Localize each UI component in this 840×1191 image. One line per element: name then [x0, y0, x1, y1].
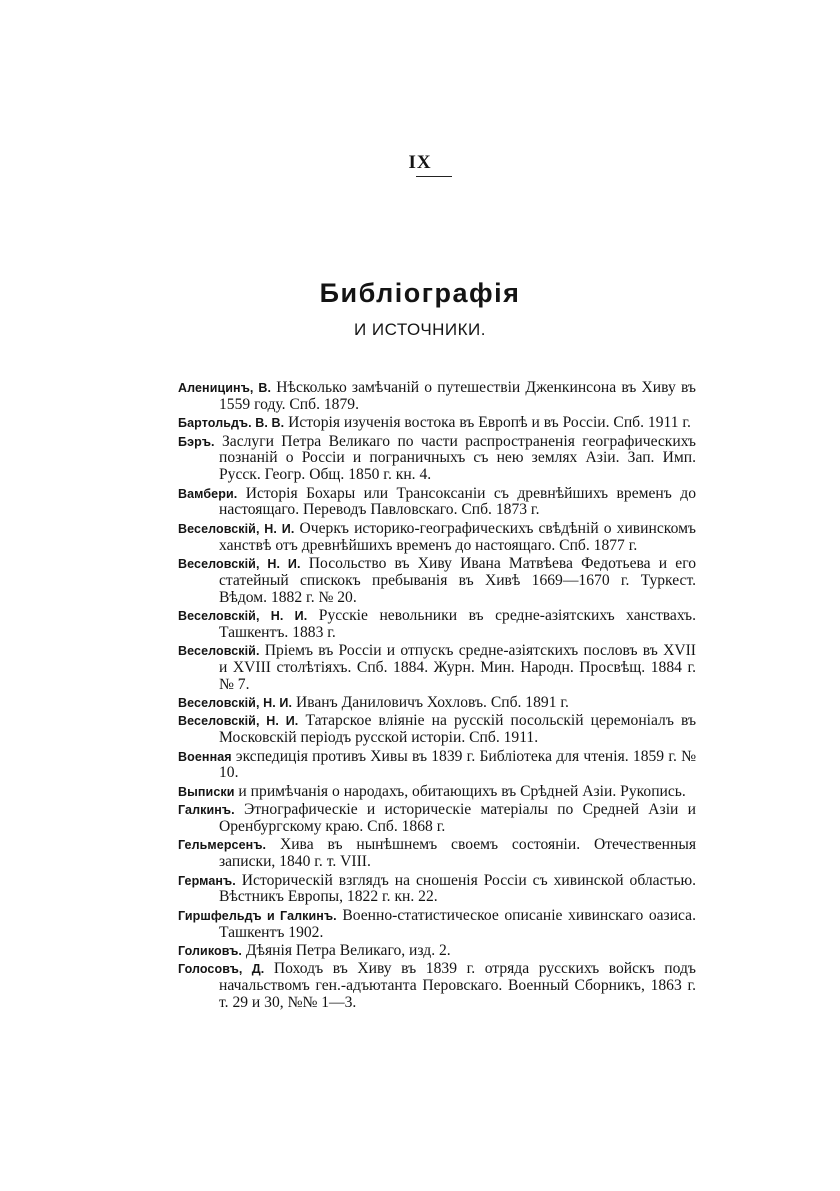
bibliography-entry: [178, 802, 696, 836]
bibliography-entry: [178, 521, 696, 555]
entry-author: Военная: [178, 749, 232, 764]
entry-author: Голосовъ, Д.: [178, 962, 265, 977]
bibliography-entry: [178, 961, 696, 1011]
bibliography-entry: [178, 837, 696, 871]
bibliography-entry: [178, 556, 696, 606]
entry-text: Военно-статистическое описаніе хивинскаго оазиса. Ташкентъ 1902.: [219, 906, 696, 941]
entry-text: Посольство въ Хиву Ивана Матвѣева Федотьева и его статейный спискокъ пребыванія въ Хивѣ 1669—1670 г. Туркест. Вѣдом. 1882 г. № 20.: [219, 554, 696, 606]
bibliography-entry: [178, 643, 696, 693]
bibliography-entry: [178, 749, 696, 783]
bibliography-entry: [178, 415, 696, 432]
entry-text: Хива въ нынѣшнемъ своемъ состояніи. Отечественныя записки, 1840 г. т. VIII.: [219, 836, 696, 871]
entry-text: Нѣсколько замѣчаній о путешествіи Дженкинсона въ Хиву въ 1559 году. Спб. 1879.: [219, 379, 696, 413]
bibliography-entry: [178, 608, 696, 642]
page-subtitle: И ИСТОЧНИКИ.: [353, 320, 486, 339]
page-number-rule: [416, 176, 452, 177]
entry-author: Выписки: [178, 784, 235, 799]
entry-author: Аленицинъ, В.: [178, 381, 272, 395]
bibliography-entry: [178, 713, 696, 747]
entry-author: Веселовскій, Н. И.: [178, 556, 301, 571]
entry-text: Русскіе невольники въ средне-азіятскихъ ханствахъ. Ташкентъ. 1883 г.: [219, 606, 697, 641]
bibliography-entry: [178, 695, 696, 712]
bibliography-entry: [178, 784, 696, 801]
entry-author: Веселовскій, Н. И.: [178, 696, 293, 711]
entry-text: Походъ въ Хиву въ 1839 г. отряда русскихъ войскъ подъ начальствомъ ген.-адъютанта Перовскаго. Военный Сборникъ, 1863 г. т. 29 и 30, №№ 1—3.: [219, 960, 696, 1011]
entry-text: Исторія изученія востока въ Европѣ и въ Россіи. Спб. 1911 г.: [284, 414, 691, 432]
entry-author: Бартольдъ. В. В.: [178, 416, 285, 431]
entry-author: Германъ.: [178, 873, 236, 888]
entry-text: Татарское вліяніе на русскій посольскій церемоніалъ въ Московскій періодъ русской исторіи. Спб. 1911.: [219, 712, 697, 747]
bibliography-entry: [178, 380, 696, 414]
entry-author: Веселовскій, Н. И.: [178, 714, 299, 729]
bibliography-list: [178, 380, 696, 1013]
entry-text: Историческій взглядъ на сношенія Россіи съ хивинской областью. Вѣстникъ Европы, 1822 г. кн. 22.: [219, 871, 696, 906]
bibliography-entry: [178, 434, 696, 484]
page-number: IX: [408, 152, 432, 173]
page-title: Библіографія: [319, 278, 521, 308]
entry-text: Этнографическіе и историческіе матеріалы по Средней Азіи и Оренбургскому краю. Спб. 1868 г.: [219, 801, 696, 836]
entry-text: Пріемъ въ Россіи и отпускъ средне-азіятскихъ пословъ въ XVII и XVIII столѣтіяхъ. Спб. 1884. Журн. Мин. Народн. Просвѣщ. 1884 г. № 7.: [219, 642, 696, 693]
entry-author: Бэръ.: [178, 434, 215, 449]
entry-text: Иванъ Даниловичъ Хохловъ. Спб. 1891 г.: [292, 694, 569, 712]
entry-author: Галкинъ.: [178, 803, 235, 818]
entry-text: экспедиція противъ Хивы въ 1839 г. Библіотека для чтенія. 1859 г. № 10.: [219, 747, 696, 782]
entry-text: Дѣянія Петра Великаго, изд. 2.: [242, 942, 451, 959]
entry-author: Веселовскій.: [178, 644, 260, 659]
entry-author: Гиршфельдъ и Галкинъ.: [178, 908, 337, 923]
bibliography-entry: [178, 486, 696, 520]
entry-author: Вамбери.: [178, 486, 238, 501]
bibliography-entry: [178, 908, 696, 942]
entry-text: Исторія Бохары или Трансоксаніи съ древнѣйшихъ временъ до настоящаго. Переводъ Павловскаго. Спб. 1873 г.: [219, 484, 696, 519]
entry-author: Голиковъ.: [178, 944, 242, 958]
entry-text: и примѣчанія о народахъ, обитающихъ въ Срѣдней Азіи. Рукопись.: [234, 782, 686, 800]
bibliography-entry: [178, 943, 696, 960]
entry-author: Гельмерсенъ.: [178, 838, 267, 853]
entry-author: Веселовскій, Н. И.: [178, 608, 308, 623]
entry-text: Заслуги Петра Великаго по части распространенія географическихъ познаній о Россіи и пограничныхъ съ нею землях Азіи. Зап. Имп. Русск. Геогр. Общ. 1850 г. кн. 4.: [214, 432, 696, 484]
entry-author: Веселовскій, Н. И.: [178, 521, 295, 536]
bibliography-entry: [178, 873, 696, 907]
entry-text: Очеркъ историко-географическихъ свѣдѣній о хивинскомъ ханствѣ отъ древнѣйшихъ временъ до настоящаго. Спб. 1877 г.: [219, 519, 696, 554]
